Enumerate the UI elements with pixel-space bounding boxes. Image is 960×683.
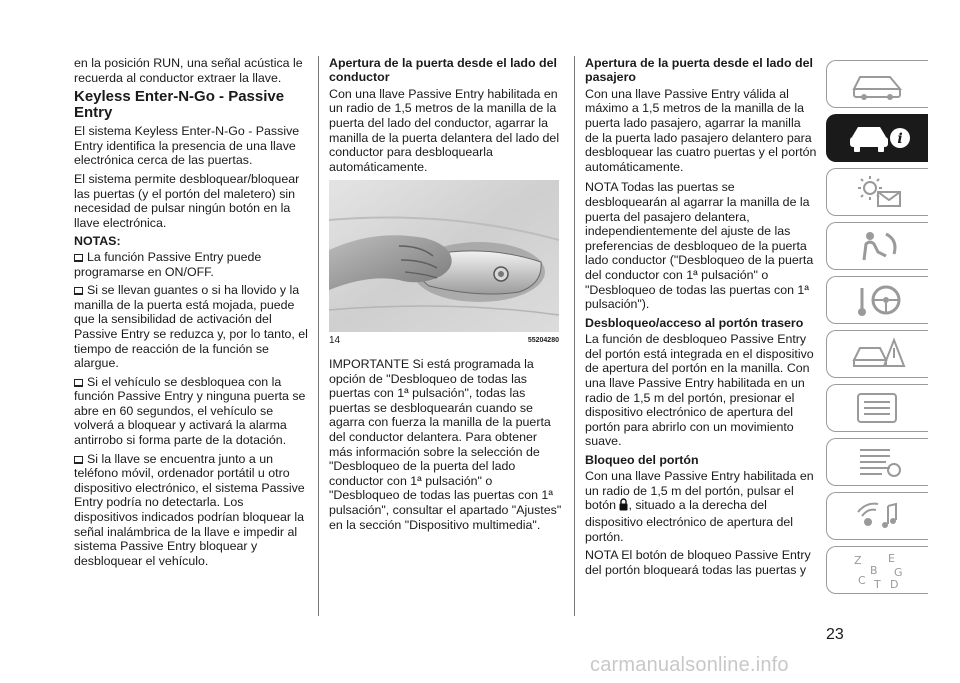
bullet-box-icon — [74, 379, 83, 387]
section-heading-driver-door: Apertura de la puerta desde el lado del conductor — [329, 56, 557, 85]
index-letters-icon — [848, 550, 908, 590]
tab-safety[interactable] — [826, 222, 928, 270]
bullet-box-icon — [74, 254, 83, 262]
note-text: Si se llevan guantes o si ha llovido y la manilla de la puerta está mojada, puede que la sensibilidad de activación del Passive Entry se reduzca y, por lo tanto, el tiempo de reacción de la función se alargue. — [74, 283, 308, 371]
tab-index[interactable] — [826, 546, 928, 594]
chapter-tabs — [826, 60, 928, 600]
tab-service[interactable] — [826, 384, 928, 432]
index-letter: T — [873, 578, 881, 590]
text-fragment: , situado a la derecha del dispositivo electrónico de apertura del portón. — [585, 498, 794, 544]
figure-caption — [329, 334, 559, 349]
notes-label: NOTAS: — [74, 234, 121, 249]
section-heading-liftgate-lock: Bloqueo del portón — [585, 452, 699, 467]
paragraph: Con una llave Passive Entry válida al máximo a 1,5 metros de la manilla de la puerta lado pasajero, agarrar la manilla de la puerta lado pasajero delantero para desbloquear las cuatro puertas y el portón automáticamente. — [585, 86, 817, 174]
note-item — [74, 283, 308, 371]
paragraph: El sistema permite desbloquear/bloquear las puertas (y el portón del maletero) sin necesidad de pulsar ningún botón en la llave electrónica. — [74, 171, 300, 230]
safety-airbag-icon — [850, 228, 906, 264]
specs-list-icon — [850, 444, 906, 480]
tab-specs[interactable] — [826, 438, 928, 486]
index-letter: G — [893, 566, 903, 579]
note-text: Si la llave se encuentra junto a un teléfono móvil, ordenador portátil u otro dispositivo electrónico, el sistema Passive Entry podría no detectarla. Los dispositivos indicados podrían bloquear la señal inalámbrica de la llave e impedir al sistema Passive Entry bloquear y desbloquear el vehículo. — [74, 451, 305, 568]
note-text: NOTA El botón de bloqueo Passive Entry del portón bloqueará todas las puertas y — [585, 548, 811, 577]
paragraph: El sistema Keyless Enter-N-Go - Passive Entry identifica la presencia de una llave electrónica cerca de las puertas. — [74, 124, 300, 168]
steering-driving-icon — [850, 282, 906, 318]
tab-steering[interactable] — [826, 276, 928, 324]
index-letter: Z — [853, 554, 862, 567]
tab-multimedia[interactable] — [826, 492, 928, 540]
watermark: carmanualsonline.info — [590, 654, 789, 676]
column-right — [585, 56, 817, 581]
note-text: La función Passive Entry puede programarse en ON/OFF. — [74, 249, 262, 279]
column-divider — [574, 56, 575, 616]
figure-code: 55204280 — [527, 337, 559, 345]
figure-number: 14 — [329, 335, 341, 347]
section-heading-liftgate-unlock: Desbloqueo/acceso al portón trasero — [585, 315, 804, 330]
warning-breakdown-icon — [850, 336, 906, 372]
paragraph: La función de desbloqueo Passive Entry del portón está integrada en el dispositivo de apertura del portón en la manilla. Con una llave Passive Entry habilitada en un radio de 1,5 m del portón, presionar el dispositivo electrónico de apertura del portón para abrirlo con un movimiento suave. — [585, 332, 814, 449]
tab-dashboard[interactable] — [826, 60, 928, 108]
intro-text: en la posición RUN, una señal acústica le recuerda al conductor extraer la llave. — [74, 56, 303, 85]
tab-lights-mail[interactable] — [826, 168, 928, 216]
bullet-box-icon — [74, 287, 83, 295]
tab-car-info[interactable] — [826, 114, 928, 162]
column-left — [74, 56, 308, 572]
section-heading-passenger-door: Apertura de la puerta desde el lado del pasajero — [585, 56, 813, 85]
note-text: Si el vehículo se desbloquea con la función Passive Entry y ninguna puerta se abre en 60 segundos, el vehículo se volverá a bloquear y activará la alarma antirrobo si forma parte de la dotación. — [74, 374, 306, 448]
tab-warning[interactable] — [826, 330, 928, 378]
lights-mail-icon — [850, 174, 906, 210]
note-item — [74, 250, 308, 279]
note-item — [74, 375, 308, 448]
index-letter: B — [869, 564, 878, 577]
svg-text:i: i — [896, 131, 903, 147]
importante-text: IMPORTANTE Si está programada la opción de "Desbloqueo de todas las puertas con 1ª pulsación", todas las puertas se desbloquearán cuando se agarra con fuerza la manilla de la puerta del conductor delantera. Para obtener más información sobre la selección de "Desbloqueo de la puerta del lado conductor con 1ª pulsación" o "Desbloqueo de todas las puertas con 1ª pulsación", consultar el apartado "Ajustes" en la sección "Dispositivo multimedia". — [329, 356, 562, 532]
index-letter: E — [887, 552, 895, 565]
note-item — [74, 452, 308, 569]
paragraph: Con una llave Passive Entry habilitada en un radio de 1,5 metros de la manilla de la puerta del lado del conductor, agarrar la manilla de la puerta delantera del lado del conductor para desbloquearla automáticamente. — [329, 86, 560, 174]
note-text: NOTA Todas las puertas se desbloquearán al agarrar la manilla de la puerta del pasajero delantera, independientemente del ajuste de las preferencias de desbloqueo de la puerta lado conductor ("Desbloqueo de la puerta del conductor con 1ª pulsación" o "Desbloqueo de todas las puertas con 1ª pulsación"). — [585, 180, 814, 312]
door-handle-photo — [329, 180, 559, 332]
car-info-icon — [846, 121, 910, 155]
section-heading-keyless: Keyless Enter-N-Go - Passive Entry — [74, 88, 285, 122]
column-divider — [318, 56, 319, 616]
text-fragment: Con una llave Passive Entry habilitada en un radio de 1,5 m del portón, pulsar el botón — [585, 469, 814, 513]
dashboard-icon — [850, 67, 906, 101]
bullet-box-icon — [74, 456, 83, 464]
multimedia-icon — [850, 498, 906, 534]
service-maintenance-icon — [850, 390, 906, 426]
index-letter: D — [889, 578, 898, 590]
door-handle-illustration — [329, 180, 559, 332]
page-number: 23 — [826, 626, 844, 643]
paragraph — [585, 469, 817, 544]
column-middle — [329, 56, 563, 536]
index-letter: C — [857, 574, 866, 587]
